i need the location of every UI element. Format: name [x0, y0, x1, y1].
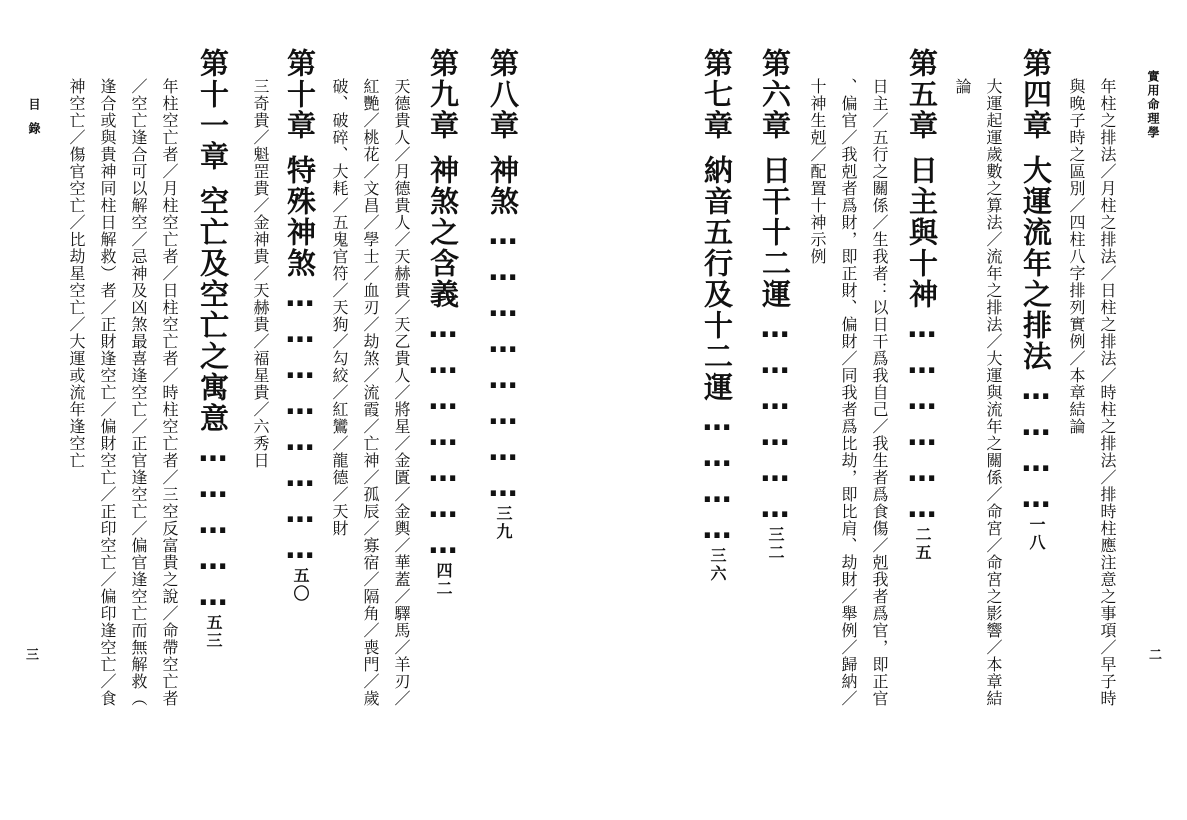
page-number: 二	[1149, 648, 1163, 663]
chapter-5-title: 日主與十神	[905, 155, 939, 310]
chapter-8-page: 三九	[494, 505, 513, 541]
chapter-11-detail-line: ／空亡逢合可以解空／忌神及凶煞最喜逢空亡／正官逢空亡／偏官逢空亡而無解救（	[129, 78, 148, 707]
chapter-11-heading	[196, 48, 230, 778]
chapter-10-page: 五〇	[291, 567, 310, 603]
leader-dots: ……………	[196, 434, 230, 614]
chapter-9-detail-line: 紅艷／桃花／文昌／學士／血刃／劫煞／流霞／亡神／孤辰／寡宿／隔角／喪門／歲	[361, 78, 380, 707]
chapter-4-title: 大運流年之排法	[1019, 155, 1053, 372]
chapter-10-detail-line: 三奇貴／魁罡貴／金神貴／天赫貴／福星貴／六秀日	[251, 78, 270, 469]
chapter-5-detail-line: 、偏官／我剋者爲財，即正財、偏財／同我者爲比劫，即比肩、劫財／舉例／歸納／	[839, 78, 858, 707]
chapter-5-detail-line: 十神生剋／配置十神示例	[808, 78, 827, 265]
chapter-9-page: 四二	[434, 562, 453, 598]
chapter-5-number: 第五章	[905, 48, 939, 141]
page-number: 三	[26, 648, 40, 663]
chapter-11-page: 五三	[204, 614, 223, 650]
chapter-11-number: 第十一章	[196, 48, 230, 172]
chapter-6-heading	[758, 48, 792, 778]
leader-dots: ……………………	[486, 217, 520, 505]
chapter-9-detail-line: 天德貴人／月德貴人／天赫貴／天乙貴人／將星／金匱／金輿／華蓋／驛馬／羊刃／	[392, 78, 411, 707]
leader-dots: ………………	[905, 310, 939, 526]
chapter-4-page: 一八	[1027, 516, 1046, 552]
chapter-11-title: 空亡及空亡之寓意	[196, 186, 230, 434]
running-header: 實用命理學	[1146, 70, 1160, 140]
chapter-7-heading	[700, 48, 734, 778]
chapter-8-heading	[486, 48, 520, 778]
chapter-4-detail-line: 大運起運歲數之算法／流年之排法／大運與流年之關係／命宮／命宮之影響／本章結	[984, 78, 1003, 707]
chapter-4-detail-line: 論	[953, 78, 972, 95]
leader-dots: …………	[700, 403, 734, 547]
chapter-10-number: 第十章	[283, 48, 317, 141]
chapter-3-detail-line: 年柱之排法／月柱之排法／日柱之排法／時柱之排法／排時柱應注意之事項／早子時	[1098, 78, 1117, 707]
leader-dots: ………………	[758, 310, 792, 526]
chapter-7-page: 三六	[708, 547, 727, 583]
chapter-7-number: 第七章	[700, 48, 734, 141]
leader-dots: …………………	[426, 310, 460, 562]
chapter-8-title: 神煞	[486, 155, 520, 217]
chapter-5-detail-line: 日主／五行之關係／生我者：以日干爲我自己／我生者爲食傷／剋我者爲官，即正官	[870, 78, 889, 707]
chapter-8-number: 第八章	[486, 48, 520, 141]
chapter-10-title: 特殊神煞	[283, 155, 317, 279]
chapter-11-detail-line: 逢合或與貴神同柱日解救）者／正財逢空亡／偏財空亡／正印空亡／偏印逢空亡／食	[98, 78, 117, 707]
chapter-3-detail-line: 與晚子時之區別／四柱八字排列實例／本章結論	[1067, 78, 1086, 435]
chapter-11-detail-line: 年柱空亡者／月柱空亡者／日柱空亡者／時柱空亡者／三空反富貴之說／命帶空亡者	[160, 78, 179, 707]
chapter-9-number: 第九章	[426, 48, 460, 141]
leader-dots: ……………………	[283, 279, 317, 567]
chapter-6-page: 三二	[766, 526, 785, 562]
leader-dots: …………	[1019, 372, 1053, 516]
chapter-10-heading	[283, 48, 317, 778]
chapter-5-heading	[905, 48, 939, 778]
chapter-9-detail-line: 破、破碎、大耗／五鬼官符／天狗／勾絞／紅鸞／龍德／天財	[330, 78, 349, 537]
running-header: 目錄	[27, 98, 41, 146]
chapter-7-title: 納音五行及十二運	[700, 155, 734, 403]
chapter-11-detail-line: 神空亡／傷官空亡／比劫星空亡／大運或流年逢空亡	[67, 78, 86, 469]
chapter-9-title: 神煞之含義	[426, 155, 460, 310]
right-page	[594, 0, 1187, 820]
chapter-9-heading	[426, 48, 460, 778]
chapter-6-number: 第六章	[758, 48, 792, 141]
chapter-6-title: 日干十二運	[758, 155, 792, 310]
chapter-4-heading	[1019, 48, 1053, 778]
chapter-5-page: 二五	[913, 526, 932, 562]
chapter-4-number: 第四章	[1019, 48, 1053, 141]
